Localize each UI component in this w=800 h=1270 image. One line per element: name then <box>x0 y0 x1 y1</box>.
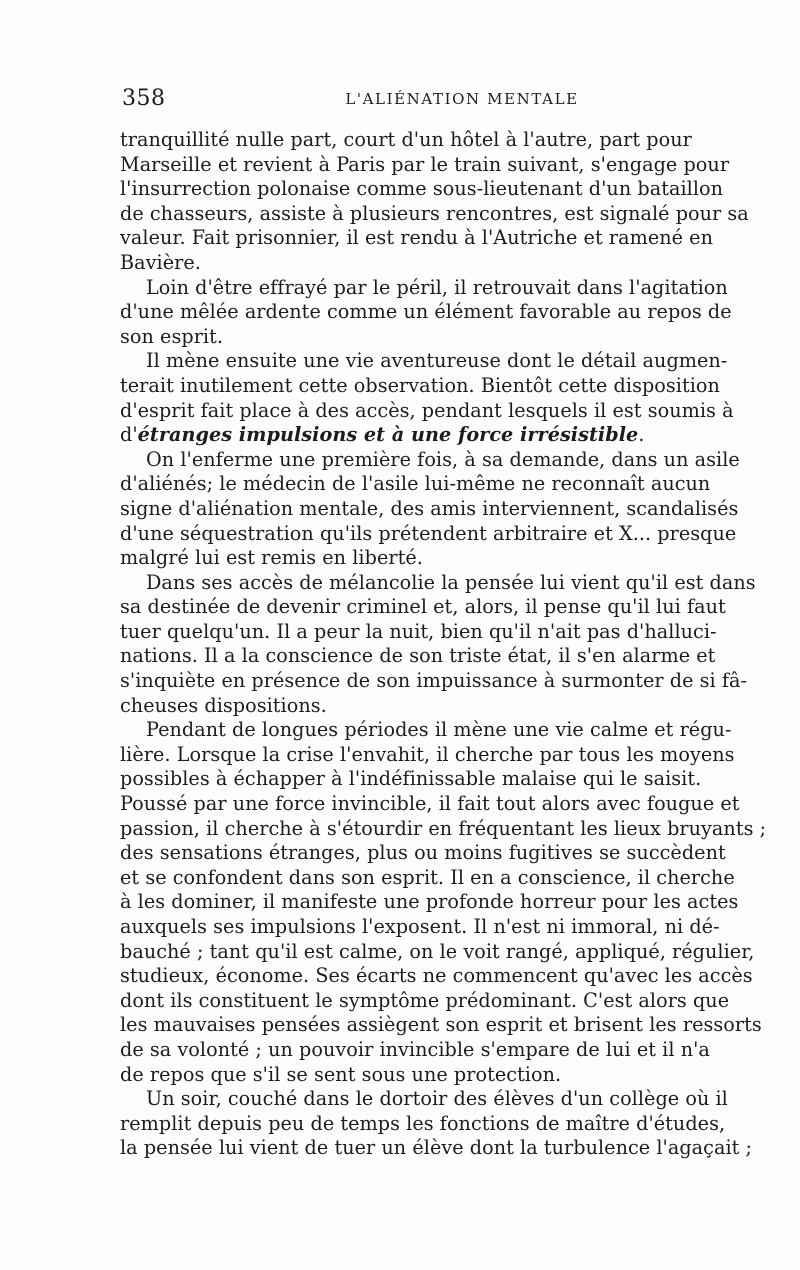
emphasis-text: étranges impulsions et à une force irrésistible <box>137 423 639 447</box>
text-line: valeur. Fait prisonnier, il est rendu à l'Autriche et ramené en <box>120 226 713 250</box>
text-line: de sa volonté ; un pouvoir invincible s'empare de lui et il n'a <box>120 1037 710 1061</box>
text-line: bauché ; tant qu'il est calme, on le voit rangé, appliqué, régulier, <box>120 939 755 963</box>
running-head <box>122 86 682 116</box>
text-line: de repos que s'il se sent sous une protection. <box>120 1062 562 1086</box>
text-line: tuer quelqu'un. Il a peur la nuit, bien qu'il n'ait pas d'halluci- <box>120 619 717 643</box>
body-text <box>120 128 767 1161</box>
text-line: et se confondent dans son esprit. Il en a conscience, il cherche <box>120 865 735 889</box>
text-line: dont ils constituent le symptôme prédominant. C'est alors que <box>120 988 730 1012</box>
text-line: des sensations étranges, plus ou moins fugitives se succèdent <box>120 841 726 865</box>
text-line: son esprit. <box>120 324 224 348</box>
paragraph-start-line: Pendant de longues périodes il mène une vie calme et régu- <box>146 718 732 742</box>
text-line: Poussé par une force invincible, il fait tout alors avec fougue et <box>120 792 740 816</box>
text-line: la pensée lui vient de tuer un élève dont la turbulence l'agaçait ; <box>120 1136 753 1160</box>
emphasis-line <box>120 423 678 448</box>
running-title <box>122 90 682 108</box>
text-line: l'insurrection polonaise comme sous-lieutenant d'un bataillon <box>120 177 724 201</box>
text-line: terait inutilement cette observation. Bientôt cette disposition <box>120 373 720 397</box>
text-line: lière. Lorsque la crise l'envahit, il cherche par tous les moyens <box>120 742 735 766</box>
emphasis-suffix: . <box>638 423 645 447</box>
text-line: les mauvaises pensées assiègent son esprit et brisent les ressorts <box>120 1013 762 1037</box>
text-line: tranquillité nulle part, court d'un hôtel à l'autre, part pour <box>120 128 692 151</box>
paragraph-start-line: Il mène ensuite une vie aventureuse dont le détail augmen- <box>146 349 728 373</box>
paragraph-start-line: Un soir, couché dans le dortoir des élèves d'un collège où il <box>146 1087 728 1111</box>
emphasis-prefix: d' <box>120 423 138 447</box>
text-line: studieux, économe. Ses écarts ne commencent qu'avec les accès <box>120 964 753 988</box>
paragraph-start-line: Loin d'être effrayé par le péril, il retrouvait dans l'agitation <box>146 275 728 299</box>
text-line: signe d'aliénation mentale, des amis interviennent, scandalisés <box>120 496 739 520</box>
text-line: possibles à échapper à l'indéfinissable malaise qui le saisit. <box>120 767 702 791</box>
text-line: cheuses dispositions. <box>120 693 327 717</box>
paragraph-start-line: On l'enferme une première fois, à sa demande, dans un asile <box>146 447 740 471</box>
text-line: remplit depuis peu de temps les fonctions de maître d'études, <box>120 1111 726 1135</box>
text-line: passion, il cherche à s'étourdir en fréquentant les lieux bruyants ; <box>120 816 767 840</box>
text-line: sa destinée de devenir criminel et, alors, il pense qu'il lui faut <box>120 595 726 619</box>
text-line: Marseille et revient à Paris par le train suivant, s'engage pour <box>120 152 730 176</box>
text-line: d'esprit fait place à des accès, pendant lesquels il est soumis à <box>120 398 734 422</box>
text-line: à les dominer, il manifeste une profonde horreur pour les actes <box>120 890 739 914</box>
text-line: d'une séquestration qu'ils prétendent arbitraire et X... presque <box>120 521 737 545</box>
text-line: malgré lui est remis en liberté. <box>120 546 423 570</box>
text-line: s'inquiète en présence de son impuissance à surmonter de si fâ- <box>120 669 748 693</box>
text-line: de chasseurs, assiste à plusieurs rencontres, est signalé pour sa <box>120 201 749 225</box>
text-line: Bavière. <box>120 250 201 274</box>
running-title-text: L'ALIÉNATION MENTALE <box>345 90 579 108</box>
text-line: d'une mêlée ardente comme un élément favorable au repos de <box>120 300 732 324</box>
text-line: auxquels ses impulsions l'exposent. Il n'est ni immoral, ni dé- <box>120 915 720 938</box>
page-number: 358 <box>122 86 166 111</box>
paragraph-start-line: Dans ses accès de mélancolie la pensée lui vient qu'il est dans <box>146 570 756 594</box>
text-line: d'aliénés; le médecin de l'asile lui-même ne reconnaît aucun <box>120 472 711 496</box>
text-line: nations. Il a la conscience de son triste état, il s'en alarme et <box>120 644 716 668</box>
